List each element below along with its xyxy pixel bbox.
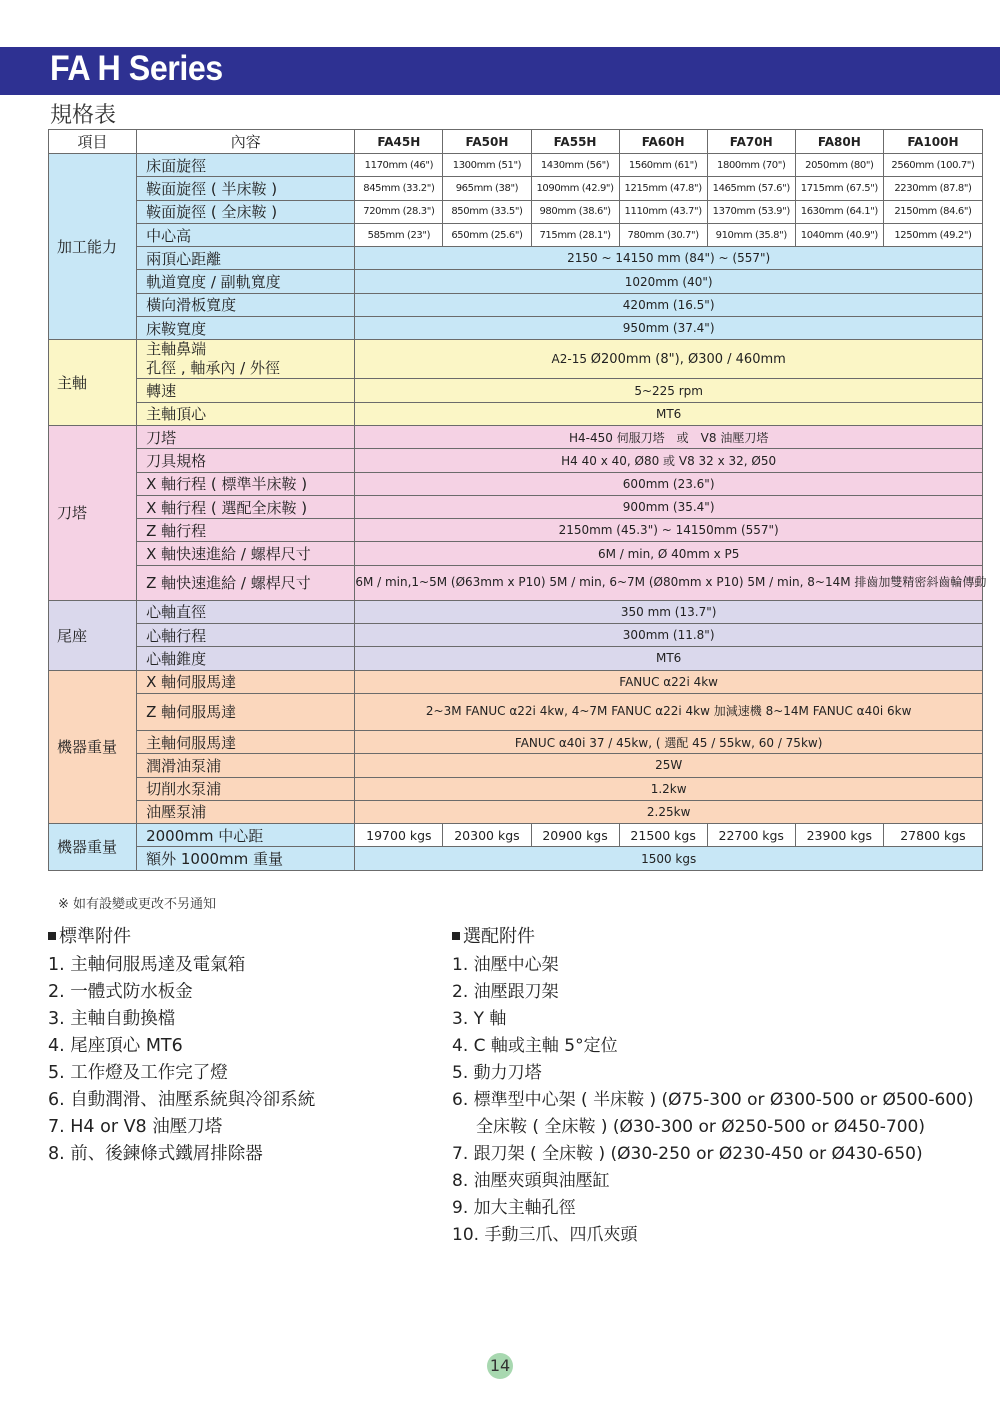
table-row <box>49 449 983 472</box>
cell-value: 2050mm (80") <box>795 154 883 177</box>
cell-value: 950mm (37.4") <box>355 317 983 340</box>
list-item: 5. 動力刀塔 <box>452 1063 542 1083</box>
list-item: 2. 一體式防水板金 <box>48 982 193 1002</box>
list-item: 2. 油壓跟刀架 <box>452 982 559 1002</box>
cell-value: 1250mm (49.2") <box>883 223 982 246</box>
row-label: Z 軸快速進給 / 螺桿尺寸 <box>137 565 355 600</box>
header-item: 項目 <box>49 130 137 154</box>
cell-value: 1.2kw <box>355 777 983 800</box>
group-weight: 機器重量 <box>49 824 137 871</box>
cell-value: 1110mm (43.7") <box>619 200 707 223</box>
row-label: 兩頂心距離 <box>137 247 355 270</box>
cell-value: 2.25kw <box>355 800 983 823</box>
cell-value: FANUC α22i 4kw <box>355 670 983 693</box>
row-label: Z 軸伺服馬達 <box>137 693 355 730</box>
spec-table <box>48 129 987 871</box>
cell-value: 1020mm (40") <box>355 270 983 293</box>
row-label-line: 孔徑 , 軸承內 / 外徑 <box>146 359 280 378</box>
group-capacity: 加工能力 <box>49 154 137 340</box>
table-row <box>49 317 983 340</box>
optional-accessories-list <box>452 952 974 1249</box>
header-model: FA80H <box>795 130 883 154</box>
row-label: 主軸伺服馬達 <box>137 730 355 753</box>
cell-value: 5~225 rpm <box>355 379 983 402</box>
cell-value: 845mm (33.2") <box>355 177 443 200</box>
cell-value-line: 8~14M FANUC α40i 6kw <box>765 704 912 719</box>
row-label: X 軸快速進給 / 螺桿尺寸 <box>137 542 355 565</box>
cell-value: 600mm (23.6") <box>355 472 983 495</box>
cell-value: 2230mm (87.8") <box>883 177 982 200</box>
list-item: 4. 尾座頂心 MT6 <box>48 1036 183 1056</box>
title-banner <box>0 47 1000 95</box>
list-item: 全床鞍 ( 全床鞍 ) (Ø30-300 or Ø250-500 or Ø450-700) <box>476 1117 925 1137</box>
table-row <box>49 542 983 565</box>
list-item: 7. 跟刀架 ( 全床鞍 ) (Ø30-250 or Ø230-450 or Ø430-650) <box>452 1144 923 1164</box>
list-item: 8. 前、後鍊條式鐵屑排除器 <box>48 1144 263 1164</box>
change-notice: ※ 如有設變或更改不另通知 <box>58 897 217 912</box>
list-item: 4. C 軸或主軸 5°定位 <box>452 1036 618 1056</box>
cell-value: 350 mm (13.7") <box>355 600 983 623</box>
table-row <box>49 847 983 870</box>
standard-accessories-list <box>48 952 315 1168</box>
cell-value <box>355 693 983 730</box>
table-row <box>49 600 983 623</box>
row-label: X 軸伺服馬達 <box>137 670 355 693</box>
cell-value: 910mm (35.8") <box>707 223 795 246</box>
table-row <box>49 647 983 670</box>
cell-value: 20300 kgs <box>443 824 531 847</box>
cell-value: H4-450 伺服刀塔 或 V8 油壓刀塔 <box>355 425 983 448</box>
cell-value: 1430mm (56") <box>531 154 619 177</box>
cell-value: 1370mm (53.9") <box>707 200 795 223</box>
row-label: 床鞍寬度 <box>137 317 355 340</box>
table-row <box>49 824 983 847</box>
cell-value-line: 6M / min,1~5M (Ø63mm x P10) 5M / min, 6~7M (Ø80mm x P10) <box>355 575 744 590</box>
cell-value: 1465mm (57.6") <box>707 177 795 200</box>
table-row <box>49 754 983 777</box>
table-row <box>49 495 983 518</box>
list-item: 1. 主軸伺服馬達及電氣箱 <box>48 955 246 975</box>
cell-value: 25W <box>355 754 983 777</box>
row-label: 油壓泵浦 <box>137 800 355 823</box>
cell-value: 420mm (16.5") <box>355 293 983 316</box>
cell-value-line: 2~3M FANUC α22i 4kw, 4~7M FANUC α22i 4kw 加減速機 <box>425 704 762 719</box>
row-label: 轉速 <box>137 379 355 402</box>
list-item: 8. 油壓夾頭與油壓缸 <box>452 1171 610 1191</box>
group-motors: 機器重量 <box>49 670 137 823</box>
row-label: 心軸行程 <box>137 624 355 647</box>
cell-value <box>355 340 983 379</box>
cell-value: 650mm (25.6") <box>443 223 531 246</box>
row-label: Z 軸行程 <box>137 519 355 542</box>
standard-accessories-heading <box>48 922 131 948</box>
optional-accessories-title: 選配附件 <box>463 926 535 947</box>
table-row <box>49 379 983 402</box>
header-model: FA50H <box>443 130 531 154</box>
header-model: FA55H <box>531 130 619 154</box>
row-label: 心軸錐度 <box>137 647 355 670</box>
group-spindle: 主軸 <box>49 340 137 426</box>
list-item: 9. 加大主軸孔徑 <box>452 1198 576 1218</box>
table-row <box>49 565 983 600</box>
table-row <box>49 200 983 223</box>
cell-value: 720mm (28.3") <box>355 200 443 223</box>
row-label: 主軸頂心 <box>137 402 355 425</box>
row-label: 鞍面旋徑 ( 全床鞍 ) <box>137 200 355 223</box>
list-item: 3. Y 軸 <box>452 1009 507 1029</box>
table-row <box>49 425 983 448</box>
row-label: 床面旋徑 <box>137 154 355 177</box>
list-item: 6. 自動潤滑、油壓系統與冷卻系統 <box>48 1090 316 1110</box>
table-row <box>49 177 983 200</box>
table-row <box>49 730 983 753</box>
section-subtitle: 規格表 <box>50 103 117 128</box>
cell-value-line: A2-15 <box>551 351 587 366</box>
table-row <box>49 293 983 316</box>
cell-value <box>355 565 987 600</box>
header-content: 內容 <box>137 130 355 154</box>
cell-value: 900mm (35.4") <box>355 495 983 518</box>
row-label: X 軸行程 ( 標準半床鞍 ) <box>137 472 355 495</box>
cell-value: 715mm (28.1") <box>531 223 619 246</box>
cell-value: 21500 kgs <box>619 824 707 847</box>
cell-value: MT6 <box>355 647 983 670</box>
table-row <box>49 247 983 270</box>
table-row <box>49 270 983 293</box>
cell-value: FANUC α40i 37 / 45kw, ( 選配 45 / 55kw, 60 / 75kw) <box>355 730 983 753</box>
cell-value: 1300mm (51") <box>443 154 531 177</box>
standard-accessories-title: 標準附件 <box>59 926 131 947</box>
cell-value: 1630mm (64.1") <box>795 200 883 223</box>
cell-value: 23900 kgs <box>795 824 883 847</box>
optional-accessories-heading <box>452 922 535 948</box>
row-label: 橫向滑板寬度 <box>137 293 355 316</box>
page-title: FA H Series <box>50 49 223 88</box>
table-row <box>49 402 983 425</box>
row-label: 中心高 <box>137 223 355 246</box>
cell-value: 27800 kgs <box>883 824 982 847</box>
row-label: 切削水泵浦 <box>137 777 355 800</box>
cell-value: 1090mm (42.9") <box>531 177 619 200</box>
list-item: 7. H4 or V8 油壓刀塔 <box>48 1117 223 1137</box>
cell-value: 2150mm (84.6") <box>883 200 982 223</box>
cell-value: 2150 ~ 14150 mm (84") ~ (557") <box>355 247 983 270</box>
row-label-line: 主軸鼻端 <box>146 340 207 359</box>
row-label: 2000mm 中心距 <box>137 824 355 847</box>
cell-value: 780mm (30.7") <box>619 223 707 246</box>
cell-value: 850mm (33.5") <box>443 200 531 223</box>
page-number: 14 <box>487 1353 513 1379</box>
row-label: 刀塔 <box>137 425 355 448</box>
cell-value: 1215mm (47.8") <box>619 177 707 200</box>
row-label: 額外 1000mm 重量 <box>137 847 355 870</box>
header-model: FA60H <box>619 130 707 154</box>
list-item: 1. 油壓中心架 <box>452 955 559 975</box>
group-turret: 刀塔 <box>49 425 137 600</box>
square-bullet-icon <box>48 932 56 940</box>
cell-value: MT6 <box>355 402 983 425</box>
header-model: FA100H <box>883 130 982 154</box>
table-row <box>49 340 983 379</box>
cell-value: 2150mm (45.3") ~ 14150mm (557") <box>355 519 983 542</box>
list-item: 5. 工作燈及工作完了燈 <box>48 1063 228 1083</box>
cell-value: 20900 kgs <box>531 824 619 847</box>
table-row <box>49 472 983 495</box>
cell-value: 585mm (23") <box>355 223 443 246</box>
list-item: 3. 主軸自動換檔 <box>48 1009 176 1029</box>
table-row <box>49 693 983 730</box>
table-row <box>49 670 983 693</box>
group-tailstock: 尾座 <box>49 600 137 670</box>
cell-value: 965mm (38") <box>443 177 531 200</box>
cell-value: H4 40 x 40, Ø80 或 V8 32 x 32, Ø50 <box>355 449 983 472</box>
row-label <box>137 340 355 379</box>
square-bullet-icon <box>452 932 460 940</box>
cell-value: 1040mm (40.9") <box>795 223 883 246</box>
cell-value: 1715mm (67.5") <box>795 177 883 200</box>
list-item: 6. 標準型中心架 ( 半床鞍 ) (Ø75-300 or Ø300-500 or Ø500-600) <box>452 1090 974 1110</box>
cell-value: 22700 kgs <box>707 824 795 847</box>
cell-value: 980mm (38.6") <box>531 200 619 223</box>
table-row <box>49 519 983 542</box>
cell-value-line: 5M / min, 8~14M 排齒加雙精密斜齒輪傳動 <box>747 575 987 590</box>
cell-value: 1500 kgs <box>355 847 983 870</box>
cell-value: 19700 kgs <box>355 824 443 847</box>
cell-value: 6M / min, Ø 40mm x P5 <box>355 542 983 565</box>
table-row <box>49 800 983 823</box>
cell-value-line: Ø200mm (8"), Ø300 / 460mm <box>590 351 786 367</box>
table-row <box>49 624 983 647</box>
cell-value: 1170mm (46") <box>355 154 443 177</box>
table-row <box>49 777 983 800</box>
table-header-row <box>49 130 983 154</box>
row-label: 軌道寬度 / 副軌寬度 <box>137 270 355 293</box>
cell-value: 1560mm (61") <box>619 154 707 177</box>
cell-value: 300mm (11.8") <box>355 624 983 647</box>
cell-value: 2560mm (100.7") <box>883 154 982 177</box>
row-label: 鞍面旋徑 ( 半床鞍 ) <box>137 177 355 200</box>
header-model: FA70H <box>707 130 795 154</box>
table-row <box>49 223 983 246</box>
cell-value: 1800mm (70") <box>707 154 795 177</box>
row-label: 刀具規格 <box>137 449 355 472</box>
header-model: FA45H <box>355 130 443 154</box>
list-item: 10. 手動三爪、四爪夾頭 <box>452 1225 638 1245</box>
table-row <box>49 154 983 177</box>
row-label: 心軸直徑 <box>137 600 355 623</box>
row-label: 潤滑油泵浦 <box>137 754 355 777</box>
row-label: X 軸行程 ( 選配全床鞍 ) <box>137 495 355 518</box>
